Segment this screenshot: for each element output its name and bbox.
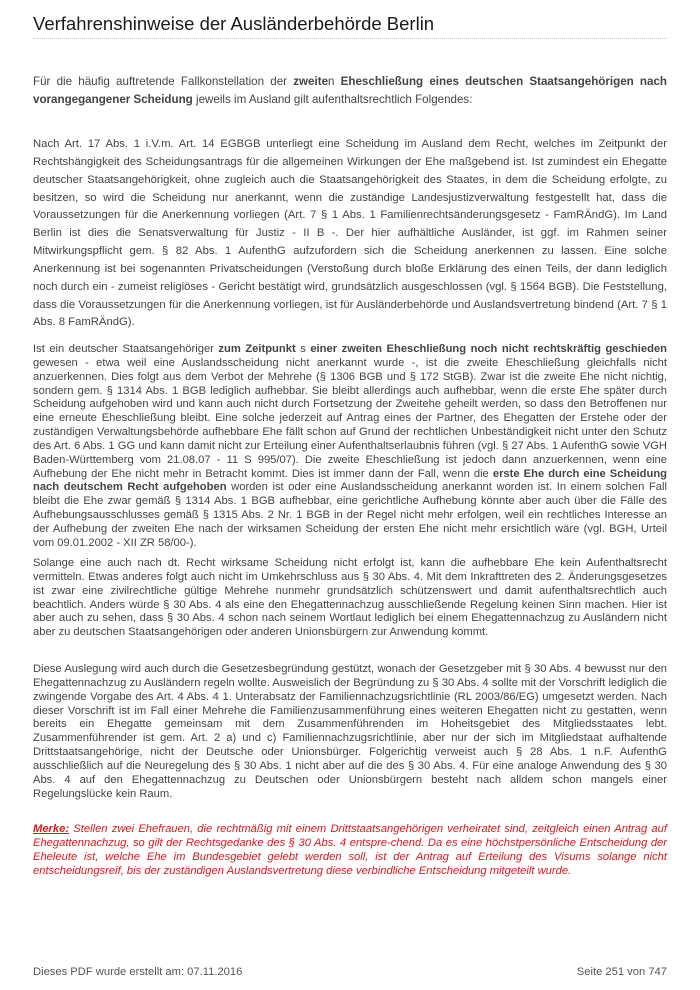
intro-text-3: jeweils im Ausland gilt aufenthaltsrechtlich Folgendes: — [192, 92, 473, 106]
paragraph-gesetzesbegruendung: Diese Auslegung wird auch durch die Gesetzesbegründung gestützt, wonach der Gesetzgeber mit § 30 Abs. 4 bewusst nur den Ehegattennachzug zu Ausländern regeln wollte. Ausweislich der Begründung zu § 30 Abs. 4 sollte mit der Vorschrift lediglich die zwingende Vorgabe des Art. 4 Abs. 4 1. Unterabsatz der Familiennachzugsrichtlinie (RL 2003/86/EG) umgesetzt werden. Nach dieser Vorschrift ist im Fall einer Mehrehe die Familienzusammenführung eines weiteren Ehegatten nicht zu gestatten, wenn bereits ein Ehegatte gemeinsam mit dem Zusammenführenden im Hoheitsgebiet des Mitgliedsstaates lebt. Zusammenführender ist gem. Art. 2 a) und c) Familiennachzugsrichtlinie, aber nur der sich im Mitgliedstaat aufhaltende Drittstaatsangehörige, nicht der Deutsche oder Unionsbürger. Folgerichtig verweist auch § 28 Abs. 1 n.F. AufenthG ausschließlich auf die Neuregelung des § 30 Abs. 1 nicht aber auf die des § 30 Abs. 4. Für eine analoge Anwendung des § 30 Abs. 4 auf den Ehegattennachzug zu Deutschen oder Unionsbürgern besteht nach alldem schon mangels einer Regelungslücke kein Raum. — [33, 663, 667, 800]
page-title: Verfahrenshinweise der Ausländerbehörde Berlin — [33, 13, 435, 34]
intro-bold-1: zweite — [293, 75, 329, 88]
footer-page-number: Seite 251 von 747 — [576, 966, 667, 978]
merke-label: Merke: — [33, 823, 70, 835]
paragraph-anerkennung-scheidung: Nach Art. 17 Abs. 1 i.V.m. Art. 14 EGBGB unterliegt eine Scheidung im Ausland dem Recht, welches im Zeitpunkt der Rechtshängigkeit des Scheidungsantrags für die allgemeinen Wirkungen der Ehe maßgebend ist. Ist zumindest ein Ehegatte deutscher Staatsangehörigkeit, ohne zugleich auch die Staatsangehörigkeit des Staates, in dem die Scheidung erfolgte, zu besitzen, so wird die Scheidung nur anerkannt, wenn die zuständige Landesjustizverwaltung festgestellt hat, dass die Voraussetzungen für die Anerkennung vorliegen (Art. 7 § 1 Abs. 1 Familienrechtsänderungsgesetz - FamRÄndG). Im Land Berlin ist dies die Senatsverwaltung für Justiz - II B -. Der hier aufhältliche Ausländer, ist ggf. im Rahmen seiner Mitwirkungspflicht gem. § 82 Abs. 1 AufenthG aufzufordern sich die Scheidung anerkennen zu lassen. Eine solche Anerkennung ist bei sogenannten Privatscheidungen (Verstoßung durch bloße Erklärung des einen Teils, der dann lediglich noch durch ein - zumeist religiöses - Gericht bestätigt wird, grundsätzlich ausgeschlossen (vgl. § 1564 BGB). Die Feststellung, dass die Voraussetzungen für die Anerkennung vorliegen, ist für Ausländerbehörde und Auslandsvertretung bindend (Art. 7 § 1 Abs. 8 FamRÄndG). — [33, 138, 667, 329]
p2-text-2: s — [295, 343, 311, 355]
p2-text-3: gewesen - etwa weil eine Auslandsscheidung nicht anerkannt wurde -, ist die zweite Eheschließung gleichfalls nicht anzuerkennen. Dies folgt aus dem Verbot der Mehrehe (§ 1306 BGB und § 172 StGB). Zwar ist die zweite Ehe nicht nichtig, sondern gem. § 1314 Abs. 1 BGB lediglich aufhebbar. Sie bleibt allerdings auch aufhebbar, wenn die erste Ehe später durch Scheidung aufgehoben wird und kann auch nicht durch Fortsetzung der Zweitehe geheilt werden, so dass den Betroffenen nur eine erneute Eheschließung bleibt. Eine solche jederzeit auf Antrag eines der Partner, des Ehegatten der Erstehe oder der zuständigen Verwaltungsbehörde aufhebbare Ehe fällt schon auf Grund der rechtlichen Unbeständigkeit nicht unter den Schutz des Art. 6 Abs. 1 GG und kann damit nicht zur Erteilung einer Aufenthaltserlaubnis führen (vgl. § 27 Abs. 1 AufenthG sowie VGH Baden-Württemberg vom 21.08.07 - 11 S 995/07). Die zweite Eheschließung ist jedoch dann anzuerkennen, wenn eine Aufhebung der Ehe nicht mehr in Betracht kommt. Dies ist immer dann der Fall, wenn die — [33, 356, 667, 480]
paragraph-zweite-eheschliessung — [33, 343, 667, 551]
merke-note — [33, 823, 667, 879]
merke-text: Stellen zwei Ehefrauen, die rechtmäßig mit einem Drittstaatsangehörigen verheiratet sind, zeitgleich einen Antrag auf Ehegattennachzug, so gilt der Rechtsgedanke des § 30 Abs. 4 entspre-chend. Da es eine höchstpersönliche Entscheidung der Eheleute ist, welche Ehe im Bundesgebiet gelebt werden soll, ist der Antrag auf Erteilung des Visums solange nicht entscheidungsreif, bis der zuständigen Auslandsvertretung diese verbindliche Entscheidung mitgeteilt wurde. — [33, 823, 667, 877]
intro-bold-2: Eheschließung eines deutschen Staatsangehörigen nach vorangegangener Scheidung — [33, 75, 667, 106]
title-divider — [33, 38, 667, 39]
p2-text-4: worden ist oder eine Auslandsscheidung anerkannt worden ist. In einem solchen Fall bleibt die Ehe zwar gemäß § 1314 Abs. 1 BGB aufhebbar, eine gerichtliche Aufhebung könnte aber auch über die Fälle des Aufhebungsausschlusses gemäß § 1315 Abs. 2 Nr. 1 BGB in der Regel nicht mehr erfolgen, weil ein rechtliches Interesse an der Aufhebung der zweiten Ehe nach der wirksamen Scheidung der ersten Ehe nicht mehr ersichtlich wäre (vgl. BGH, Urteil vom 09.01.2002 - XII ZR 58/00-). — [33, 481, 667, 549]
p2-bold-3: erste Ehe durch eine Scheidung nach deutschem Recht aufgehoben — [33, 467, 667, 494]
p2-bold-1: zum Zeitpunkt — [218, 343, 296, 355]
p2-text-1: Ist ein deutscher Staatsangehöriger — [33, 343, 219, 355]
paragraph-aufenthaltsrecht: Solange eine auch nach dt. Recht wirksame Scheidung nicht erfolgt ist, kann die aufhebbare Ehe kein Aufenthaltsrecht vermitteln. Etwas anderes folgt auch nicht im Umkehrschluss aus § 30 Abs. 4. Mit dem Inkrafttreten des 2. Änderungsgesetzes ist zwar eine zivilrechtliche gültige Mehrehe nunmehr grundsätzlich schützenswert und damit aufenthaltsrechtlich auch beachtlich. Anders würde § 30 Abs. 4 als eine den Ehegattennachzug ausschließende Regelung keinen Sinn machen. Hier ist aber auch zu sehen, dass § 30 Abs. 4 schon nach seinem Wortlaut lediglich bei einem Ehegattennachzug zu Ausländern nicht aber zu deutschen Staatsangehörigen oder anderen Unionsbürgern zur Anwendung kommt. — [33, 557, 667, 639]
intro-paragraph — [33, 73, 667, 109]
footer-created-date: Dieses PDF wurde erstellt am: 07.11.2016 — [33, 966, 243, 978]
intro-text-2: n — [328, 75, 341, 88]
p2-bold-2: einer zweiten Eheschließung noch nicht rechtskräftig geschieden — [310, 343, 667, 355]
intro-text-1: Für die häufig auftretende Fallkonstellation der — [33, 75, 294, 88]
